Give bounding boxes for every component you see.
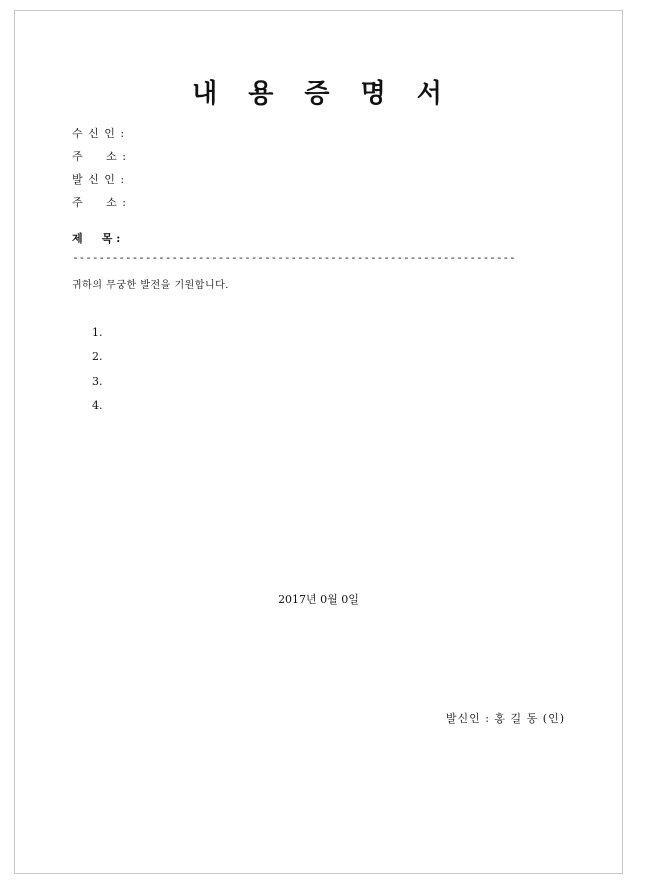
list-item: 3. <box>92 375 103 388</box>
document-title: 내 용 증 명 서 <box>192 79 453 109</box>
recipient-label: 수 신 인 : <box>72 127 126 140</box>
sender-address-label: 주 소 : <box>72 196 127 209</box>
sender-label: 발 신 인 : <box>72 173 126 186</box>
list-item: 1. <box>92 326 103 339</box>
subject-label: 제 목 : <box>72 232 121 245</box>
list-item: 4. <box>92 399 103 412</box>
separator-line: ------------------------------------------------------------------- <box>72 251 516 264</box>
greeting-text: 귀하의 무궁한 발전을 기원합니다. <box>72 280 229 291</box>
signer-line: 발신인 : 홍 길 동 (인) <box>445 712 565 725</box>
document-date: 2017년 0월 0일 <box>278 593 359 606</box>
list-item: 2. <box>92 350 103 363</box>
recipient-address-label: 주 소 : <box>72 150 127 163</box>
document-page <box>14 10 623 874</box>
